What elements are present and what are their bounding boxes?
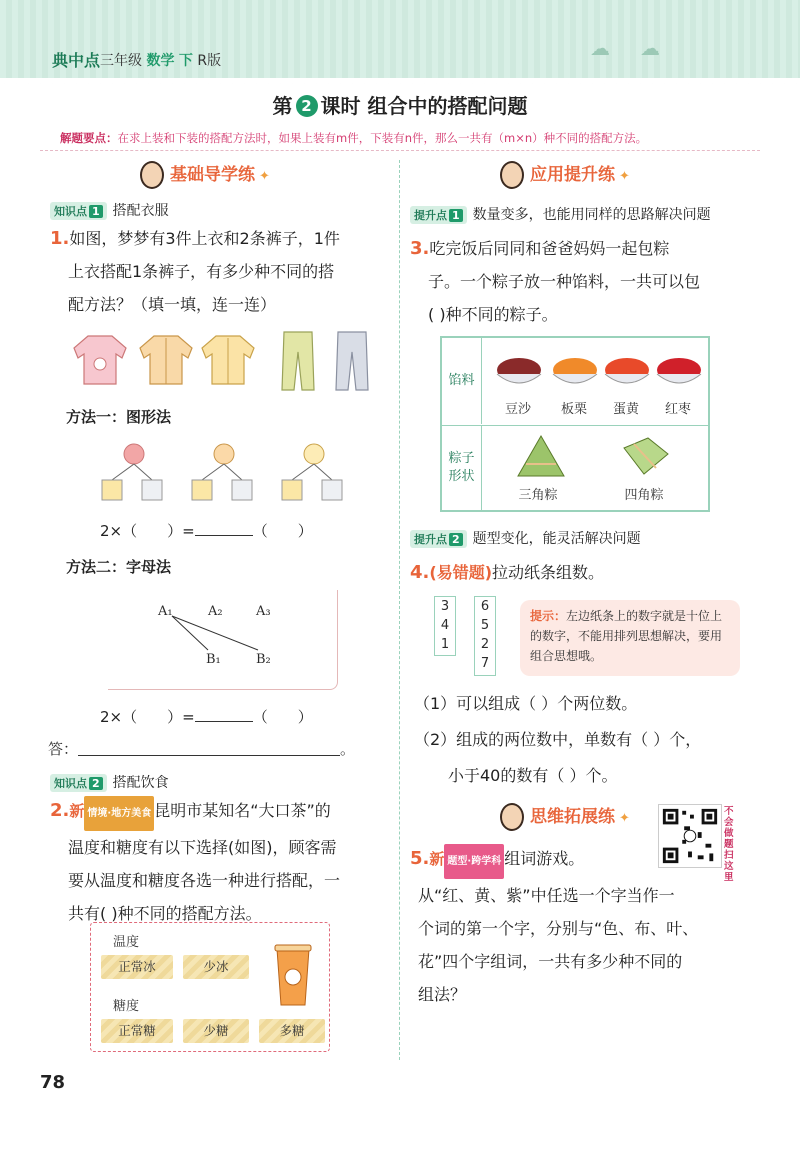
q3-line: 子。一个粽子放一种馅料，一共可以包	[428, 272, 701, 291]
temp-option: 正常冰	[101, 955, 173, 979]
filling-name: 红枣	[664, 402, 691, 417]
square-zongzi-icon	[618, 434, 672, 478]
filling-name: 蛋黄	[612, 402, 639, 417]
section-basic	[140, 160, 300, 190]
q5-title: 组词游戏。	[504, 849, 585, 868]
q5-number: 5.	[410, 848, 430, 869]
knowledge-point-2	[50, 772, 169, 792]
tp2-title: 题型变化，能灵活解决问题	[472, 531, 641, 547]
book-info	[100, 50, 221, 70]
q2-number: 2.	[50, 800, 70, 821]
q3-line: ( )种不同的粽子。	[428, 305, 558, 324]
key-point-text: 在求上装和下装的搭配方法时，如果上装有m件，下装有n件，那么一共有（m×n）种不同的搭配方法。	[117, 131, 648, 145]
question-3	[410, 232, 750, 331]
section-extension-label: 思维拓展练	[530, 807, 615, 827]
new-tag: 新	[69, 802, 85, 820]
q2-line: 温度和糖度有以下选择(如图)，顾客需	[68, 838, 337, 857]
kp-tag: 知识点 1	[50, 202, 107, 220]
error-prone-tag: (易错题)	[429, 563, 493, 582]
filling-row	[442, 338, 708, 426]
chestnut-bowl-icon	[550, 352, 600, 392]
cross-subject-tag: 题型·跨学科	[444, 844, 504, 879]
shape-name: 三角粽	[518, 488, 558, 503]
clothes-images	[70, 330, 370, 390]
label-b2: B₂	[256, 652, 271, 667]
question-2	[50, 794, 392, 930]
pants-green-icon	[278, 330, 318, 392]
shape-row	[442, 426, 708, 510]
method-2-label: 方法二：字母法	[66, 558, 172, 576]
sugar-label: 糖度	[113, 999, 140, 1014]
context-tag: 情境·地方美食	[84, 796, 154, 831]
section-advanced	[500, 160, 660, 190]
sugar-option: 正常糖	[101, 1019, 173, 1043]
subject: 数学	[146, 53, 175, 69]
tp-tag: 提升点 2	[410, 530, 467, 548]
q1-line: 配方法？（填一填，连一连）	[68, 295, 277, 314]
answer-line: 答： 。	[48, 740, 356, 758]
filling-head: 馅料	[442, 338, 482, 424]
q5-line: 个词的第一个字，分别与“色、布、叶、	[418, 919, 699, 938]
lesson-name: 课时 组合中的搭配问题	[320, 94, 528, 118]
q5-line: 组法？	[418, 985, 467, 1004]
shape-head: 粽子形状	[442, 426, 482, 510]
q1-line: 如图，梦梦有3件上衣和2条裤子，1件	[69, 229, 340, 248]
grade: 三年级	[100, 53, 142, 69]
tea-cup-icon	[273, 943, 313, 1007]
blank[interactable]	[195, 721, 253, 722]
q5-line: 从“红、黄、紫”中任选一个字当作一	[418, 886, 675, 905]
triangle-zongzi-icon	[516, 434, 566, 478]
filling-name: 豆沙	[504, 402, 531, 417]
q1-number: 1.	[50, 228, 70, 249]
question-4-parts	[414, 686, 754, 794]
improve-point-2	[410, 528, 641, 548]
tree-diagram	[96, 440, 366, 510]
key-point-label: 解题要点：	[60, 131, 118, 145]
jujube-bowl-icon	[654, 352, 704, 392]
term: 下	[178, 53, 193, 69]
section-advanced-label: 应用提升练	[530, 165, 615, 185]
q1-line: 上衣搭配1条裤子，有多少种不同的搭	[68, 262, 335, 281]
method-1-label: 方法一：图形法	[66, 408, 172, 426]
shape-name: 四角粽	[624, 488, 664, 503]
kid-icon	[500, 161, 524, 189]
q4-part-3: 小于40的数有（ ）个。	[448, 766, 618, 785]
label-a3: A₃	[256, 604, 271, 619]
lesson-title	[0, 90, 800, 119]
star-icon: ✦	[619, 169, 630, 184]
kp-tag: 知识点 2	[50, 774, 107, 792]
improve-point-1	[410, 204, 711, 224]
kp2-title: 搭配饮食	[112, 775, 169, 791]
q3-number: 3.	[410, 238, 430, 259]
q4-number: 4.	[410, 562, 430, 583]
blank[interactable]	[195, 535, 253, 536]
tree-2	[192, 444, 252, 500]
scan-hint: 不会做题扫这里	[724, 806, 734, 883]
sweater-pink-icon	[70, 330, 130, 390]
q2-line: 昆明市某知名“大口茶”的	[154, 801, 331, 820]
new-tag: 新	[429, 850, 445, 868]
hint-text: 左边纸条上的数字就是十位上的数字，不能用排列思想解决，要用组合思想哦。	[530, 609, 723, 663]
knowledge-point-1	[50, 200, 169, 220]
lesson-number: 2	[296, 95, 318, 117]
tp1-title: 数量变多，也能用同样的思路解决问题	[472, 207, 711, 223]
filling-table	[440, 336, 710, 512]
column-divider	[399, 160, 400, 1060]
number-strips	[414, 596, 504, 676]
question-4-title	[410, 556, 750, 589]
q2-line: 共有( )种不同的搭配方法。	[68, 904, 262, 923]
cloud-icons: ☁☁	[590, 36, 690, 60]
letter-lines	[108, 590, 338, 690]
answer-blank[interactable]	[78, 755, 340, 756]
page-number: 78	[40, 1072, 66, 1093]
cardigan-icon	[138, 330, 194, 390]
label-a2: A₂	[208, 604, 223, 619]
tree-3	[282, 444, 342, 500]
kid-icon	[140, 161, 164, 189]
star-icon: ✦	[259, 169, 270, 184]
question-1	[50, 222, 390, 321]
section-extension	[500, 802, 660, 832]
right-strip[interactable]: 6 5 2 7	[474, 596, 496, 676]
formula-2: 2×（ ）= （ ）	[100, 708, 313, 726]
label-b1: B₁	[206, 652, 221, 667]
drink-options-box	[90, 922, 330, 1052]
tp-tag: 提升点 1	[410, 206, 467, 224]
edition: R版	[197, 53, 222, 69]
q4-part-1: （1）可以组成（ ）个两位数。	[414, 694, 638, 713]
left-strip[interactable]: 3 4 1	[434, 596, 456, 656]
hint-label: 提示：	[530, 609, 567, 623]
sugar-option: 多糖	[259, 1019, 325, 1043]
yolk-bowl-icon	[602, 352, 652, 392]
bean-bowl-icon	[494, 352, 544, 392]
formula-1: 2×（ ）= （ ）	[100, 522, 313, 540]
jacket-icon	[200, 330, 256, 390]
kp1-title: 搭配衣服	[112, 203, 169, 219]
star-icon: ✦	[619, 811, 630, 826]
temp-label: 温度	[113, 935, 140, 950]
temp-option: 少冰	[183, 955, 249, 979]
q4-part-2: （2）组成的两位数中，单数有（ ）个，	[414, 730, 702, 749]
q4-title: 拉动纸条组数。	[492, 563, 605, 582]
pants-grey-icon	[332, 330, 372, 392]
kid-icon	[500, 803, 524, 831]
label-a1: A₁	[158, 604, 173, 619]
brand-logo: 典中点	[52, 51, 101, 70]
letter-diagram	[108, 590, 338, 690]
q3-line: 吃完饭后同同和爸爸妈妈一起包粽	[429, 239, 670, 258]
hint-box	[520, 600, 740, 676]
question-5	[410, 842, 750, 1011]
divider	[40, 150, 760, 151]
lesson-prefix: 第	[272, 94, 293, 118]
key-point	[60, 130, 647, 146]
tree-1	[102, 444, 162, 500]
q5-line: 花”四个字组词，一共有多少种不同的	[418, 952, 683, 971]
q2-line: 要从温度和糖度各选一种进行搭配，一	[68, 871, 341, 890]
filling-name: 板栗	[560, 402, 587, 417]
sugar-option: 少糖	[183, 1019, 249, 1043]
section-basic-label: 基础导学练	[170, 165, 255, 185]
